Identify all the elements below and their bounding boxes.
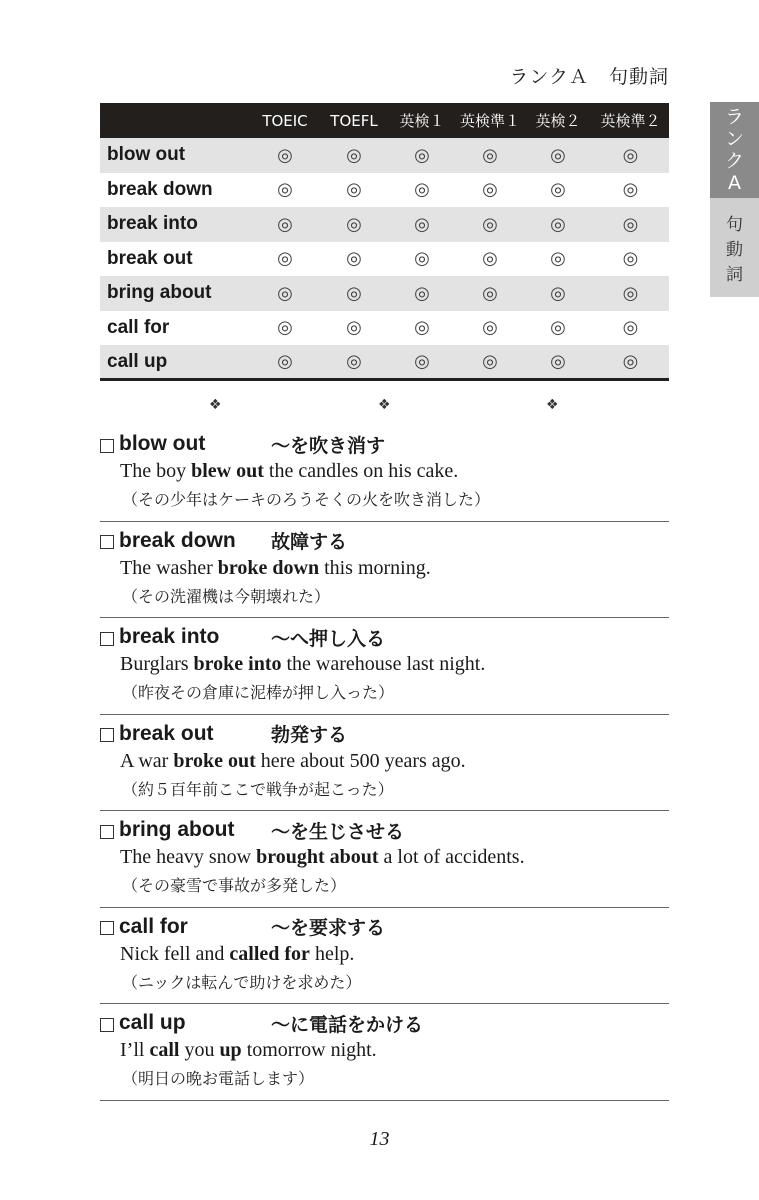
entry-phrase: break down — [119, 528, 236, 552]
exam-rating-table — [100, 103, 669, 381]
phrase-entries — [100, 425, 669, 1101]
entry-phrase: bring about — [119, 818, 235, 841]
header-cell: TOEIC — [250, 103, 320, 138]
double-circle-mark: ◎ — [592, 345, 669, 380]
rank-char: A — [728, 172, 741, 194]
translation: （明日の晩お電話します） — [122, 1069, 315, 1088]
double-circle-mark: ◎ — [388, 276, 456, 311]
table-row — [100, 207, 669, 242]
row-phrase: call for — [107, 316, 170, 338]
checkbox[interactable] — [100, 825, 114, 839]
list-item — [100, 425, 669, 522]
double-circle-mark: ◎ — [320, 207, 388, 242]
double-circle-mark: ◎ — [592, 138, 669, 173]
table-row — [100, 345, 669, 380]
rank-char: ン — [724, 128, 744, 150]
bold-phrase: broke out — [173, 749, 256, 772]
translation: （昨夜その倉庫に泥棒が押し入った） — [122, 683, 395, 702]
list-item — [100, 522, 669, 619]
double-circle-mark: ◎ — [456, 138, 524, 173]
double-circle-mark: ◎ — [622, 317, 639, 339]
list-item — [100, 715, 669, 812]
checkbox[interactable] — [100, 1018, 114, 1032]
rank-char: ク — [724, 150, 744, 172]
entry-meaning: ～に電話をかける — [271, 1013, 424, 1036]
double-circle-mark: ◎ — [456, 276, 524, 311]
bold-phrase: blew out — [191, 460, 264, 482]
double-circle-mark: ◎ — [388, 138, 456, 173]
double-circle-mark: ◎ — [250, 207, 320, 242]
checkbox[interactable] — [100, 728, 114, 742]
double-circle-mark: ◎ — [414, 179, 430, 201]
double-circle-mark: ◎ — [550, 317, 566, 339]
category-char: 動 — [726, 240, 743, 260]
header-cell: 英検準１ — [456, 103, 524, 138]
side-index-tab[interactable] — [710, 102, 759, 297]
entry-phrase: blow out — [119, 432, 206, 455]
example-sentence: The heavy snow brought about a lot of accidents. — [120, 846, 525, 868]
entry-meaning: 故障する — [271, 531, 348, 553]
double-circle-mark: ◎ — [524, 276, 592, 311]
double-circle-mark: ◎ — [320, 276, 388, 311]
bold-phrase: broke into — [193, 653, 282, 675]
table-header-row — [100, 103, 669, 138]
row-phrase: blow out — [100, 138, 250, 173]
double-circle-mark: ◎ — [277, 248, 293, 270]
list-item — [100, 908, 669, 1005]
table-row — [100, 138, 669, 173]
example-sentence: I’ll call you up tomorrow night. — [120, 1039, 377, 1061]
category-char: 句 — [726, 215, 743, 235]
double-circle-mark: ◎ — [320, 345, 388, 380]
checkbox[interactable] — [100, 439, 114, 453]
example-sentence: The boy blew out the candles on his cake. — [120, 460, 459, 482]
double-circle-mark: ◎ — [277, 179, 293, 201]
double-circle-mark: ◎ — [456, 207, 524, 242]
row-phrase: break out — [107, 247, 193, 269]
double-circle-mark: ◎ — [482, 317, 498, 339]
double-circle-mark: ◎ — [277, 317, 293, 339]
bold-phrase: up — [219, 1039, 242, 1061]
double-circle-mark: ◎ — [524, 207, 592, 242]
double-circle-mark: ◎ — [414, 317, 430, 339]
example-sentence: Burglars broke into the warehouse last night. — [120, 653, 486, 675]
rank-label — [710, 102, 759, 198]
double-circle-mark: ◎ — [250, 345, 320, 380]
translation: （その豪雪で事故が多発した） — [122, 876, 347, 895]
entry-meaning: ～を吹き消す — [271, 434, 386, 457]
list-item — [100, 1004, 669, 1101]
list-item — [100, 811, 669, 908]
row-phrase: break down — [107, 178, 213, 200]
header-cell: TOEFL — [320, 103, 388, 138]
entry-phrase: call for — [119, 914, 188, 938]
double-circle-mark: ◎ — [622, 248, 639, 270]
double-circle-mark: ◎ — [388, 345, 456, 380]
double-circle-mark: ◎ — [346, 179, 362, 201]
entry-phrase: call up — [119, 1011, 186, 1034]
double-circle-mark: ◎ — [592, 207, 669, 242]
checkbox[interactable] — [100, 632, 114, 646]
double-circle-mark: ◎ — [524, 345, 592, 380]
row-phrase: call up — [100, 345, 250, 380]
double-circle-mark: ◎ — [456, 345, 524, 380]
header-cell: 英検準２ — [592, 103, 669, 138]
row-phrase: break into — [100, 207, 250, 242]
category-label — [710, 204, 759, 297]
checkbox[interactable] — [100, 535, 114, 549]
header-cell: 英検２ — [524, 103, 592, 138]
table-row — [100, 173, 669, 208]
header-cell: 英検１ — [388, 103, 456, 138]
entry-meaning: ～へ押し入る — [271, 627, 386, 650]
double-circle-mark: ◎ — [320, 138, 388, 173]
translation: （その少年はケーキのろうそくの火を吹き消した） — [122, 490, 491, 509]
running-head: ランクＡ 句動詞 — [509, 66, 669, 88]
double-circle-mark: ◎ — [250, 138, 320, 173]
ornament-icon: ❖ — [209, 397, 222, 413]
double-circle-mark: ◎ — [482, 179, 498, 201]
table-row — [100, 311, 669, 346]
page-number: 13 — [369, 1128, 390, 1150]
double-circle-mark: ◎ — [524, 138, 592, 173]
double-circle-mark: ◎ — [414, 248, 430, 270]
checkbox[interactable] — [100, 921, 114, 935]
ornament-divider — [0, 397, 759, 417]
double-circle-mark: ◎ — [346, 317, 362, 339]
translation: （ニックは転んで助けを求めた） — [122, 972, 362, 992]
list-item — [100, 618, 669, 715]
double-circle-mark: ◎ — [388, 207, 456, 242]
double-circle-mark: ◎ — [346, 248, 362, 270]
bold-phrase: call — [149, 1039, 180, 1061]
entry-meaning: ～を要求する — [271, 917, 386, 939]
table-row — [100, 242, 669, 277]
double-circle-mark: ◎ — [250, 276, 320, 311]
ornament-icon: ❖ — [546, 397, 559, 413]
rank-char: ラ — [724, 106, 744, 128]
double-circle-mark: ◎ — [550, 179, 566, 201]
double-circle-mark: ◎ — [622, 179, 639, 201]
translation: （その洗濯機は今朝壊れた） — [122, 586, 331, 606]
translation: （約５百年前ここで戦争が起こった） — [122, 779, 394, 799]
entry-meaning: ～を生じさせる — [271, 820, 405, 843]
entry-meaning: 勃発する — [271, 724, 348, 746]
table-row — [100, 276, 669, 311]
row-phrase: bring about — [100, 276, 250, 311]
entry-phrase: break into — [119, 625, 220, 648]
bold-phrase: brought about — [256, 846, 379, 868]
example-sentence: Nick fell and called for help. — [120, 942, 355, 965]
category-char: 詞 — [726, 265, 743, 285]
ornament-icon: ❖ — [378, 397, 391, 413]
bold-phrase: broke down — [217, 556, 320, 579]
double-circle-mark: ◎ — [482, 248, 498, 270]
example-sentence: A war broke out here about 500 years ago. — [120, 749, 466, 772]
double-circle-mark: ◎ — [592, 276, 669, 311]
header-cell — [100, 103, 250, 138]
example-sentence: The washer broke down this morning. — [120, 556, 431, 579]
entry-phrase: break out — [119, 721, 214, 745]
bold-phrase: called for — [229, 942, 310, 965]
double-circle-mark: ◎ — [550, 248, 566, 270]
